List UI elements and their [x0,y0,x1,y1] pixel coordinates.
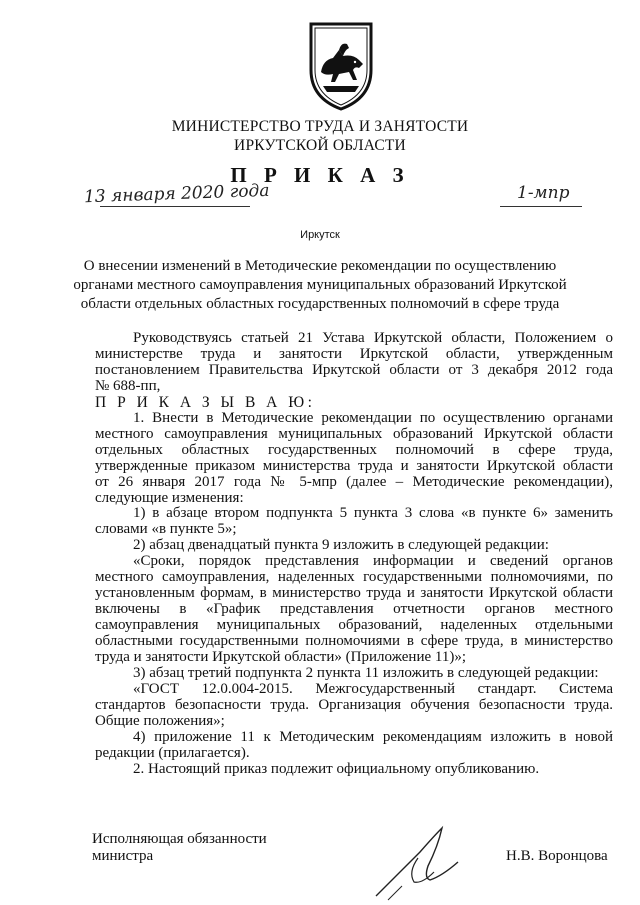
order-date-handwritten: 13 января 2020 года [83,180,270,208]
item-1-line: 1. Внести в Методические рекомендации по осуществлению органами [133,410,613,426]
order-subject [0,257,640,314]
document-type-title: П Р И К А З [230,163,410,187]
preamble-line: № 688-пп, [95,378,161,394]
quote-1-line: областными государственными полномочиями в сфере труда, в министерство [95,634,613,650]
subitem-4-line: 4) приложение 11 к Методическим рекомендациям изложить в новой [133,729,613,745]
ministry-name [0,117,640,155]
subitem-1-line: словами «в пункте 5»; [95,522,237,538]
item-1-line: местного самоуправления муниципальных образований Иркутской области [95,426,613,442]
item-1-line: отдельных областных государственных полномочий в сфере труда, [95,442,613,458]
ministry-line-1: МИНИСТЕРСТВО ТРУДА И ЗАНЯТОСТИ [171,118,469,135]
order-body [95,331,613,778]
ministry-line-2: ИРКУТСКОЙ ОБЛАСТИ [234,137,406,154]
date-underline [100,206,250,207]
preamble-line: постановлением Правительства Иркутской области от 3 декабря 2012 года [95,362,613,378]
subitem-4-line: редакции (прилагается). [95,745,250,761]
signer-position-line: Исполняющая обязанности [92,831,267,847]
subject-line: органами местного самоуправления муниципальных образований Иркутской [73,277,567,293]
handwritten-signature-icon [368,822,473,902]
number-underline [500,206,582,207]
subject-line: области отдельных областных государственных полномочий в сфере труда [80,296,560,312]
signer-name: Н.В. Воронцова [506,848,608,864]
quote-1-line: включены в «График представления отчетности органов местного [95,602,613,618]
subitem-3: 3) абзац третий подпункта 2 пункта 11 изложить в следующей редакции: [133,666,599,682]
preamble-line: Руководствуясь статьей 21 Устава Иркутской области, Положением о [133,331,613,346]
subject-line: О внесении изменений в Методические рекомендации по осуществлению [83,258,557,274]
irkutsk-coat-of-arms-icon [305,20,377,112]
quote-1-line: установленным формам, в министерство труда и занятости Иркутской области [95,586,613,602]
item-1-line: следующие изменения: [95,490,244,506]
item-1-line: от 26 января 2017 года № 5-мпр (далее – Методические рекомендации), [95,474,613,490]
quote-1-line: труда и занятости Иркутской области» (Приложение 11)»; [95,650,467,666]
item-2: 2. Настоящий приказ подлежит официальному опубликованию. [133,761,540,777]
quote-1-line: самоуправления муниципальных образований, наделенных отдельными [95,618,613,634]
order-number-handwritten: 1-мпр [517,183,570,203]
order-directive: П Р И К А З Ы В А Ю: [95,394,316,411]
quote-2-line: Общие положения»; [95,713,225,729]
signer-position [92,831,267,865]
city-label: Иркутск [300,229,340,241]
quote-2-line: стандартов безопасности труда. Организация обучения безопасности труда. [95,697,613,713]
quote-1-line: «Сроки, порядок представления информации и сведений органов [133,554,613,570]
preamble-line: министерстве труда и занятости Иркутской области, утвержденным [95,346,613,362]
signer-position-line: министра [92,848,154,864]
quote-1-line: местного самоуправления, наделенных государственными полномочиями, по [95,570,613,586]
subitem-1-line: 1) в абзаце втором подпункта 5 пункта 3 слова «в пункте 6» заменить [133,506,613,522]
subitem-2: 2) абзац двенадцатый пункта 9 изложить в следующей редакции: [133,538,549,554]
quote-2-line: «ГОСТ 12.0.004-2015. Межгосударственный стандарт. Система [133,681,613,697]
item-1-line: утвержденные приказом министерства труда и занятости Иркутской области [95,458,613,474]
